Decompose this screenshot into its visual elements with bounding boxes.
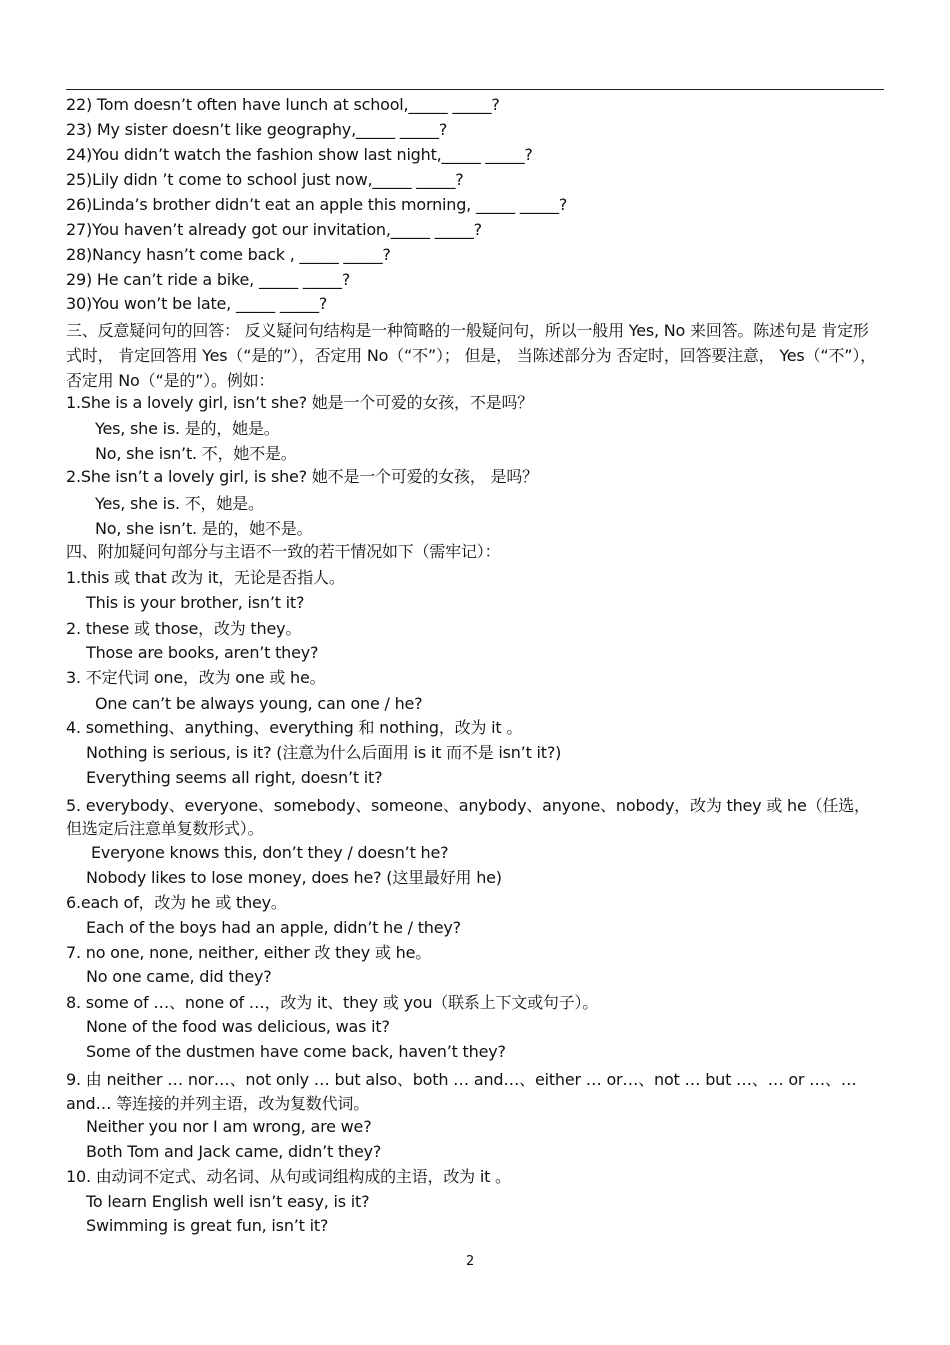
rule-6: 6.each of，改为 he 或 they。 xyxy=(66,893,287,912)
rule-5-example-2: Nobody likes to lose money, does he? (这里最好用 he) xyxy=(86,868,502,887)
example2-sentence: 2.She isn’t a lovely girl, is she? 她不是一个可爱的女孩， 是吗？ xyxy=(66,467,538,486)
rule-5-example-1: Everyone knows this, don’t they / doesn’t he? xyxy=(91,843,449,862)
exercise-23: 23) My sister doesn’t like geography,_____ _____? xyxy=(66,120,448,139)
rule-6-example: Each of the boys had an apple, didn’t he / they? xyxy=(86,918,461,937)
rule-8-example-1: None of the food was delicious, was it? xyxy=(86,1017,390,1036)
rule-10-example-1: To learn English well isn’t easy, is it? xyxy=(86,1192,370,1211)
exercise-25: 25)Lily didn ’t come to school just now,_____ _____? xyxy=(66,170,464,189)
example1-no: No, she isn’t. 不，她不是。 xyxy=(95,444,297,463)
rule-4-example-2: Everything seems all right, doesn’t it? xyxy=(86,768,383,787)
section3-intro: 三、反意疑问句的回答： 反义疑问句结构是一种简略的一般疑问句，所以一般用 Yes, No 来回答。陈述句是 肯定形式时， 肯定回答用 Yes（“是的”），否定用 No（“不”）； 但是， 当陈述部分为 否定时，回答要注意， Yes（“不”），否定用 No（“是的”）。例如： xyxy=(66,321,876,390)
rule-9-example-1: Neither you nor I am wrong, are we? xyxy=(86,1117,372,1136)
example1-sentence: 1.She is a lovely girl, isn’t she? 她是一个可爱的女孩，不是吗？ xyxy=(66,393,534,412)
section4-title: 四、附加疑问句部分与主语不一致的若干情况如下（需牢记）： xyxy=(66,542,501,561)
exercise-30: 30)You won’t be late, _____ _____? xyxy=(66,294,328,313)
exercise-28: 28)Nancy hasn’t come back , _____ _____? xyxy=(66,245,391,264)
rule-10: 10. 由动词不定式、动名词、从句或词组构成的主语，改为 it 。 xyxy=(66,1167,511,1186)
exercise-26: 26)Linda’s brother didn’t eat an apple this morning, _____ _____? xyxy=(66,195,568,214)
rule-2-example: Those are books, aren’t they? xyxy=(86,643,319,662)
rule-1: 1.this 或 that 改为 it，无论是否指人。 xyxy=(66,568,345,587)
rule-7-example: No one came, did they? xyxy=(86,967,272,986)
page-number: 2 xyxy=(466,1254,475,1269)
example2-yes: Yes, she is. 不，她是。 xyxy=(95,494,264,513)
rule-3: 3. 不定代词 one，改为 one 或 he。 xyxy=(66,668,326,687)
example2-no: No, she isn’t. 是的，她不是。 xyxy=(95,519,313,538)
rule-4: 4. something、anything、everything 和 nothing，改为 it 。 xyxy=(66,718,523,737)
rule-3-example: One can’t be always young, can one / he? xyxy=(95,694,423,713)
rule-2: 2. these 或 those，改为 they。 xyxy=(66,619,302,638)
rule-5: 5. everybody、everyone、somebody、someone、anybody、anyone、nobody，改为 they 或 he（任选，但选定后注意单复数形式）。 xyxy=(66,796,870,838)
rule-8-example-2: Some of the dustmen have come back, haven’t they? xyxy=(86,1042,506,1061)
rule-4-example-1: Nothing is serious, is it? (注意为什么后面用 is it 而不是 isn’t it?) xyxy=(86,743,562,762)
rule-10-example-2: Swimming is great fun, isn’t it? xyxy=(86,1216,329,1235)
exercise-24: 24)You didn’t watch the fashion show last night,_____ _____? xyxy=(66,145,533,164)
exercise-29: 29) He can’t ride a bike, _____ _____? xyxy=(66,270,351,289)
rule-1-example: This is your brother, isn’t it? xyxy=(86,593,305,612)
rule-9-example-2: Both Tom and Jack came, didn’t they? xyxy=(86,1142,382,1161)
example1-yes: Yes, she is. 是的，她是。 xyxy=(95,419,280,438)
rule-8: 8. some of …、none of …，改为 it、they 或 you（联系上下文或句子）。 xyxy=(66,993,599,1012)
rule-7: 7. no one, none, neither, either 改 they 或 he。 xyxy=(66,943,432,962)
exercise-27: 27)You haven’t already got our invitation,_____ _____? xyxy=(66,220,482,239)
rule-9: 9. 由 neither … nor…、not only … but also、both … and…、either … or…、not … but …、… or …、… and… 等连接的并列主语，改为复数代词。 xyxy=(66,1070,857,1113)
exercise-22: 22) Tom doesn’t often have lunch at school,_____ _____? xyxy=(66,95,500,114)
